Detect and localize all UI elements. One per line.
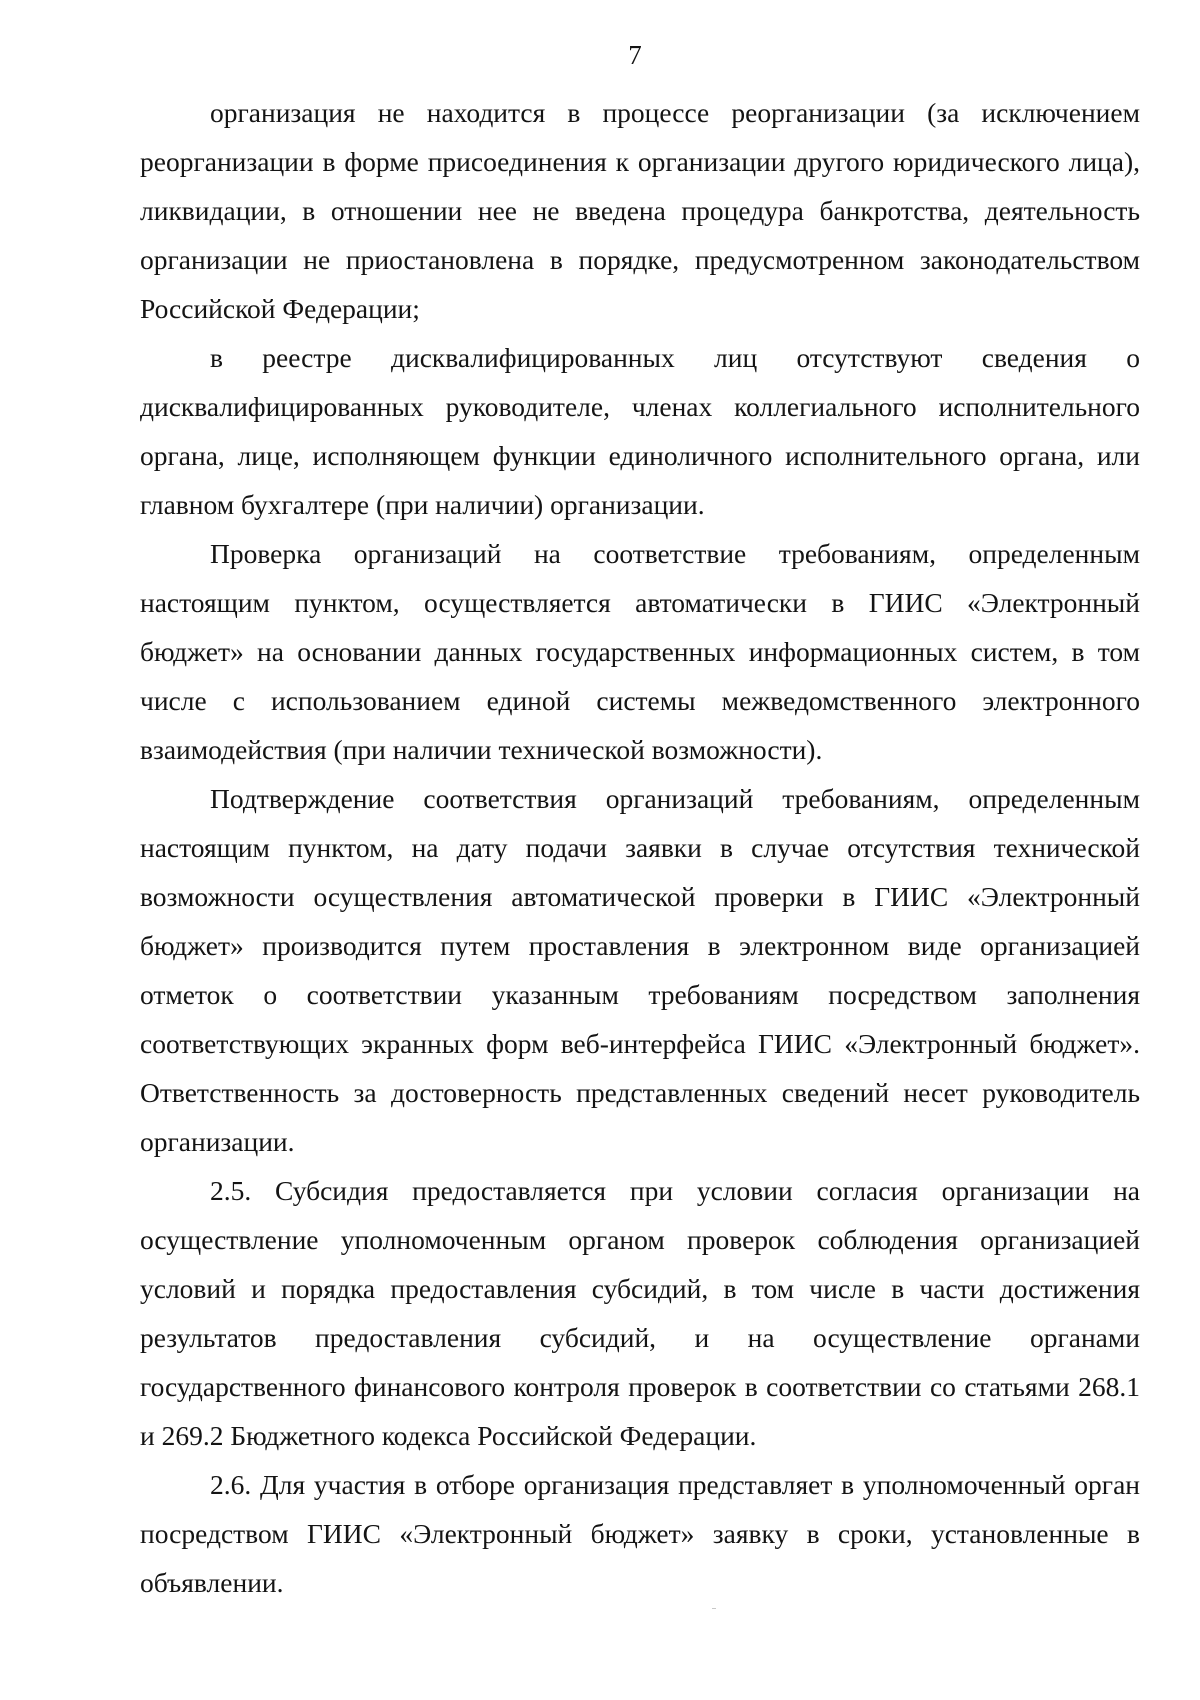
document-body: [140, 88, 1140, 1607]
paragraph-reorganization-condition: организация не находится в процессе реорганизации (за исключением реорганизации в форме присоединения к организации другого юридического лица), ликвидации, в отношении нее не введена процедура банкротства, деятельность организации не приостановлена в порядке, предусмотренном законодательством Российской Федерации;: [140, 97, 1140, 324]
scan-speck: [712, 1608, 716, 1609]
paragraph-section-2-5: 2.5. Субсидия предоставляется при условии согласия организации на осуществление уполномоченным органом проверок соблюдения организацией условий и порядка предоставления субсидий, в том числе в части достижения результатов предоставления субсидий, и на осуществление органами государственного финансового контроля проверок в соответствии со статьями 268.1 и 269.2 Бюджетного кодекса Российской Федерации.: [140, 1175, 1140, 1451]
paragraph-automatic-check: Проверка организаций на соответствие требованиям, определенным настоящим пунктом, осуществляется автоматически в ГИИС «Электронный бюджет» на основании данных государственных информационных систем, в том числе с использованием единой системы межведомственного электронного взаимодействия (при наличии технической возможности).: [140, 538, 1140, 765]
paragraph-section-2-6: 2.6. Для участия в отборе организация представляет в уполномоченный орган посредством ГИИС «Электронный бюджет» заявку в сроки, установленные в объявлении.: [140, 1469, 1140, 1598]
page-number: 7: [628, 40, 642, 70]
paragraph-disqualified-persons: в реестре дисквалифицированных лиц отсутствуют сведения о дисквалифицированных руководителе, членах коллегиального исполнительного органа, лице, исполняющем функции единоличного исполнительного органа, или главном бухгалтере (при наличии) организации.: [140, 342, 1140, 520]
paragraph-manual-confirmation: Подтверждение соответствия организаций требованиям, определенным настоящим пунктом, на дату подачи заявки в случае отсутствия технической возможности осуществления автоматической проверки в ГИИС «Электронный бюджет» производится путем проставления в электронном виде организацией отметок о соответствии указанным требованиям посредством заполнения соответствующих экранных форм веб-интерфейса ГИИС «Электронный бюджет». Ответственность за достоверность представленных сведений несет руководитель организации.: [140, 783, 1140, 1157]
